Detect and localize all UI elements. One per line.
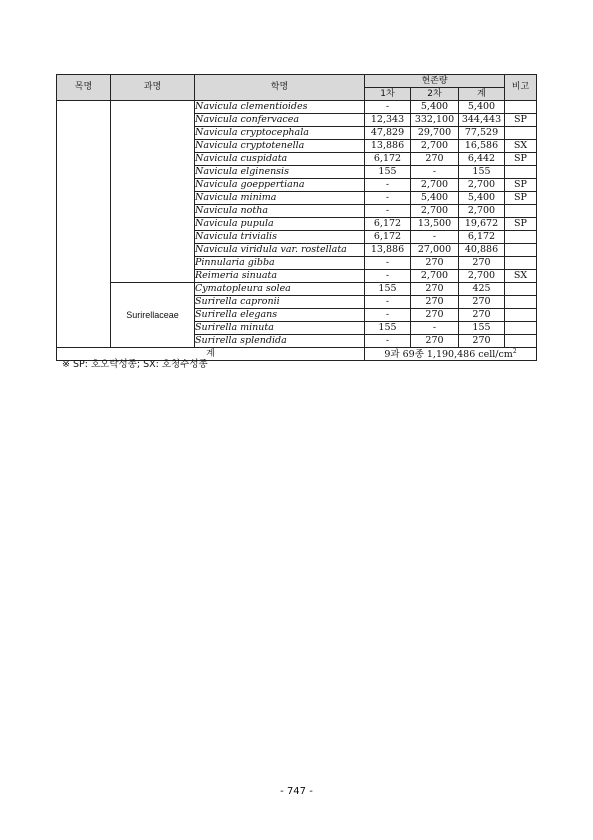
species-name-cell: Navicula confervacea xyxy=(195,114,365,127)
family-cell: Surirellaceae xyxy=(111,283,195,348)
species-name-cell: Navicula cryptotenella xyxy=(195,140,365,153)
sum-value-cell: 425 xyxy=(459,283,505,296)
sum-value-cell: 344,443 xyxy=(459,114,505,127)
sum-value-cell: 155 xyxy=(459,322,505,335)
sum-value-cell: 16,586 xyxy=(459,140,505,153)
sum-value-cell: 2,700 xyxy=(459,179,505,192)
sum-value-cell: 270 xyxy=(459,335,505,348)
round1-value-cell: - xyxy=(365,192,411,205)
sum-value-cell: 6,442 xyxy=(459,153,505,166)
note-cell xyxy=(505,101,537,114)
sum-value-cell: 40,886 xyxy=(459,244,505,257)
table-header xyxy=(57,75,537,101)
round1-value-cell: - xyxy=(365,296,411,309)
round2-value-cell: 2,700 xyxy=(411,270,459,283)
round1-value-cell: 13,886 xyxy=(365,244,411,257)
species-name-cell: Navicula goeppertiana xyxy=(195,179,365,192)
species-name-cell: Surirella capronii xyxy=(195,296,365,309)
family-cell xyxy=(111,101,195,283)
round2-value-cell: - xyxy=(411,231,459,244)
round1-value-cell: 47,829 xyxy=(365,127,411,140)
table-row xyxy=(57,101,537,114)
note-cell xyxy=(505,166,537,179)
table-body xyxy=(57,101,537,361)
species-name-cell: Navicula cryptocephala xyxy=(195,127,365,140)
header-note: 비고 xyxy=(505,75,537,101)
round1-value-cell: 155 xyxy=(365,166,411,179)
sum-value-cell: 2,700 xyxy=(459,205,505,218)
round2-value-cell: 332,100 xyxy=(411,114,459,127)
sum-value-cell: 270 xyxy=(459,309,505,322)
header-round1: 1차 xyxy=(365,88,411,101)
note-cell xyxy=(505,309,537,322)
note-cell xyxy=(505,283,537,296)
round2-value-cell: 270 xyxy=(411,153,459,166)
species-name-cell: Navicula trivialis xyxy=(195,231,365,244)
sum-value-cell: 77,529 xyxy=(459,127,505,140)
round2-value-cell: 2,700 xyxy=(411,205,459,218)
header-abundance: 현존량 xyxy=(365,75,505,88)
order-cell xyxy=(57,101,111,348)
round2-value-cell: 270 xyxy=(411,257,459,270)
round1-value-cell: 155 xyxy=(365,283,411,296)
round2-value-cell: 5,400 xyxy=(411,101,459,114)
round2-value-cell: - xyxy=(411,166,459,179)
round2-value-cell: 2,700 xyxy=(411,140,459,153)
sum-value-cell: 5,400 xyxy=(459,192,505,205)
note-cell xyxy=(505,322,537,335)
sum-value-cell: 155 xyxy=(459,166,505,179)
species-name-cell: Navicula viridula var. rostellata xyxy=(195,244,365,257)
round1-value-cell: - xyxy=(365,205,411,218)
sum-value-cell: 270 xyxy=(459,296,505,309)
total-value-text: 9과 69종 1,190,486 cell/cm xyxy=(384,348,513,360)
round1-value-cell: 12,343 xyxy=(365,114,411,127)
round2-value-cell: 29,700 xyxy=(411,127,459,140)
sum-value-cell: 6,172 xyxy=(459,231,505,244)
round2-value-cell: 270 xyxy=(411,335,459,348)
round1-value-cell: 155 xyxy=(365,322,411,335)
note-cell xyxy=(505,296,537,309)
note-cell: SP xyxy=(505,179,537,192)
note-cell: SP xyxy=(505,153,537,166)
species-name-cell: Reimeria sinuata xyxy=(195,270,365,283)
species-name-cell: Navicula minima xyxy=(195,192,365,205)
species-name-cell: Navicula cuspidata xyxy=(195,153,365,166)
species-abundance-table xyxy=(56,74,537,361)
round1-value-cell: 13,886 xyxy=(365,140,411,153)
round1-value-cell: - xyxy=(365,309,411,322)
species-name-cell: Surirella elegans xyxy=(195,309,365,322)
note-cell xyxy=(505,231,537,244)
round1-value-cell: - xyxy=(365,335,411,348)
round1-value-cell: 6,172 xyxy=(365,153,411,166)
round2-value-cell: 2,700 xyxy=(411,179,459,192)
species-name-cell: Cymatopleura solea xyxy=(195,283,365,296)
header-species: 학명 xyxy=(195,75,365,101)
species-name-cell: Navicula notha xyxy=(195,205,365,218)
note-cell: SP xyxy=(505,192,537,205)
sum-value-cell: 5,400 xyxy=(459,101,505,114)
note-cell: SP xyxy=(505,218,537,231)
sum-value-cell: 19,672 xyxy=(459,218,505,231)
species-name-cell: Navicula clementioides xyxy=(195,101,365,114)
header-family: 과명 xyxy=(111,75,195,101)
note-cell xyxy=(505,335,537,348)
round2-value-cell: 270 xyxy=(411,283,459,296)
round2-value-cell: 270 xyxy=(411,309,459,322)
round1-value-cell: - xyxy=(365,101,411,114)
species-name-cell: Surirella splendida xyxy=(195,335,365,348)
round2-value-cell: 13,500 xyxy=(411,218,459,231)
header-round2: 2차 xyxy=(411,88,459,101)
header-order: 목명 xyxy=(57,75,111,101)
header-sum: 계 xyxy=(459,88,505,101)
note-cell xyxy=(505,127,537,140)
total-label-cell: 계 xyxy=(57,348,365,361)
note-cell: SX xyxy=(505,270,537,283)
page-number: - 747 - xyxy=(280,786,313,797)
species-name-cell: Pinnularia gibba xyxy=(195,257,365,270)
sum-value-cell: 2,700 xyxy=(459,270,505,283)
footnote: ※ SP: 호오탁성종; SX: 호청수성종 xyxy=(62,359,208,370)
round1-value-cell: - xyxy=(365,179,411,192)
note-cell xyxy=(505,205,537,218)
note-cell xyxy=(505,257,537,270)
species-name-cell: Navicula pupula xyxy=(195,218,365,231)
sum-value-cell: 270 xyxy=(459,257,505,270)
round1-value-cell: 6,172 xyxy=(365,231,411,244)
round1-value-cell: 6,172 xyxy=(365,218,411,231)
round1-value-cell: - xyxy=(365,270,411,283)
note-cell: SP xyxy=(505,114,537,127)
species-name-cell: Navicula elginensis xyxy=(195,166,365,179)
table-row xyxy=(57,283,537,296)
round1-value-cell: - xyxy=(365,257,411,270)
note-cell: SX xyxy=(505,140,537,153)
round2-value-cell: 5,400 xyxy=(411,192,459,205)
species-name-cell: Surirella minuta xyxy=(195,322,365,335)
round2-value-cell: 27,000 xyxy=(411,244,459,257)
note-cell xyxy=(505,244,537,257)
round2-value-cell: 270 xyxy=(411,296,459,309)
total-unit-superscript: 2 xyxy=(512,347,517,355)
total-value-cell xyxy=(365,348,537,361)
round2-value-cell: - xyxy=(411,322,459,335)
